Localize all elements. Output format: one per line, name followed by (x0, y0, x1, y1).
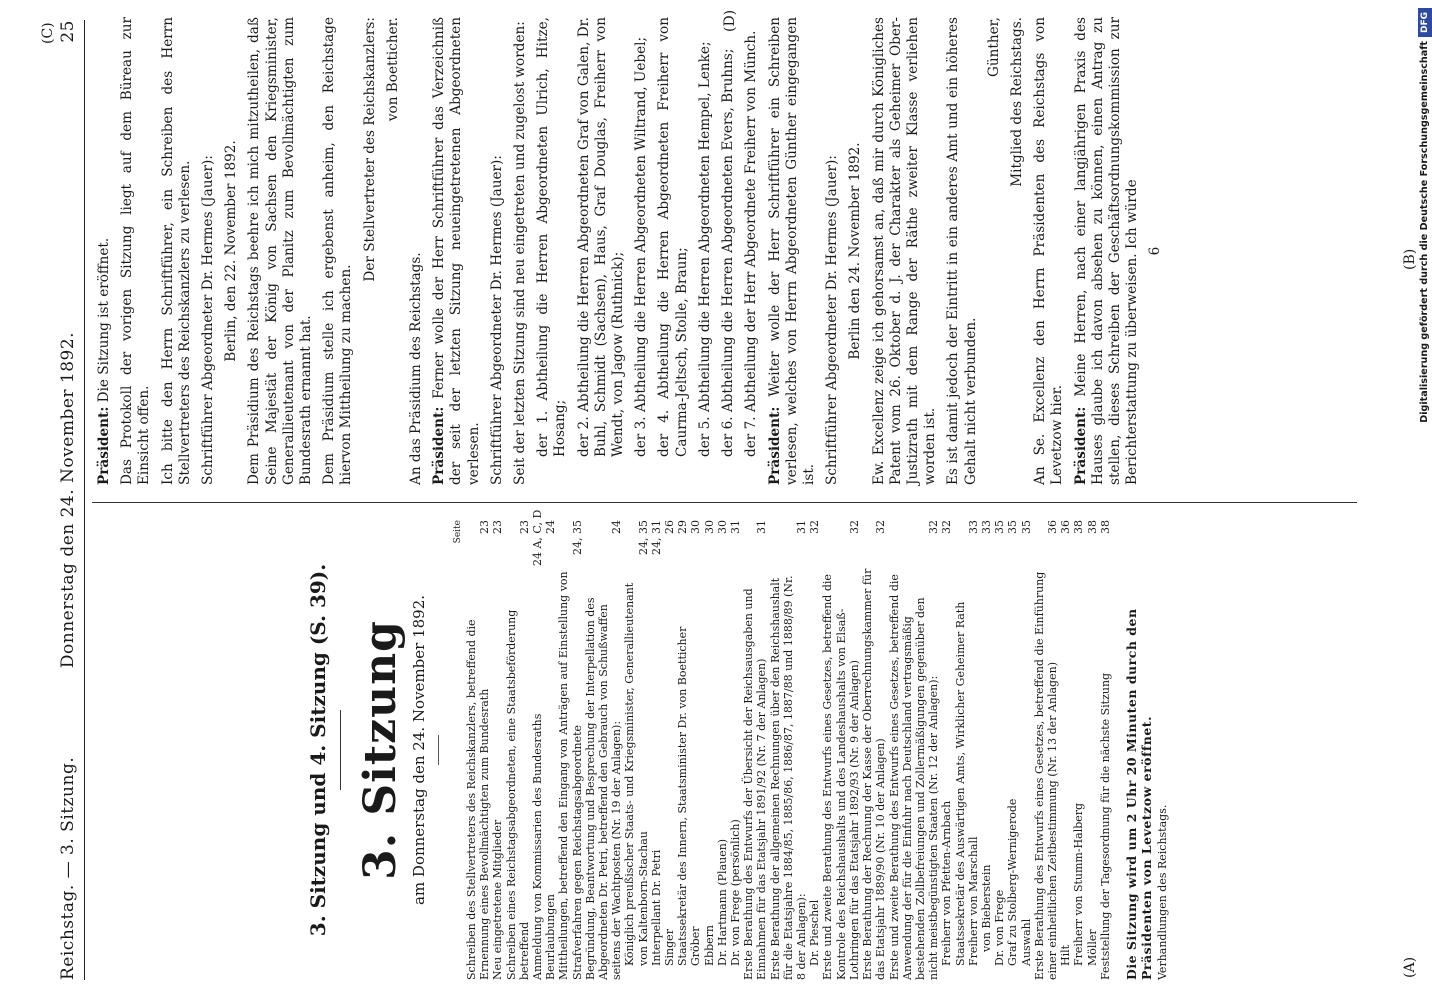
toc-entry (1072, 520, 1085, 980)
toc-entry (623, 520, 649, 980)
proceedings-paragraph (362, 17, 379, 485)
closing-note: Verhandlungen des Reichstags. (1155, 804, 1169, 980)
toc-entry (703, 520, 716, 980)
toc-entry-page: 33 (966, 520, 980, 534)
toc-entry-text: Königlich preußischer Staats- und Kriegsminister, Generallieutenant von Kaltenborn-Stachau (623, 582, 650, 966)
title-rule (340, 710, 341, 790)
paragraph-text: der 6. Abtheilung die Herren Abgeordneten Evers, Bruhns; (720, 48, 737, 457)
proceedings-paragraph (871, 17, 940, 485)
proceedings-paragraph (223, 17, 240, 485)
toc-entry (716, 520, 729, 980)
date-rule (438, 735, 439, 765)
toc-entry (689, 520, 702, 980)
toc-entry-page: 26 (663, 520, 677, 534)
toc-entry-text: Gröber (689, 926, 703, 966)
paragraph-text: Dem Präsidium des Reichstags beehre ich mich mitzutheilen, daß Seine Majestät der König von Sachsen den Kriegsminister, Generallieutenant von der Planitz zum Bevollmächtigten zum Bundesrath ernannt hat. (246, 17, 315, 485)
right-column (96, 17, 1366, 485)
toc-entry-page: 36 (1045, 520, 1059, 534)
paragraph-text: Ich bitte den Herrn Schriftführer, ein Schreiben des Herrn Stellvertreters des Reichskanzlers zu verlesen. (159, 17, 193, 485)
toc-entry (1059, 520, 1072, 980)
proceedings-paragraph (512, 17, 529, 485)
margin-marker-d: (D) (722, 9, 738, 32)
paragraph-text: Ferner wolle der Herr Schriftführer das Verzeichniß der seit der letzten Sitzung neueingetretenen Abgeordneten verlesen. (431, 17, 482, 485)
running-header (56, 20, 86, 980)
toc-entry-text: Ebbern (702, 925, 716, 966)
paragraph-text: von Boetticher. (384, 17, 401, 122)
dfg-logo: DFG (1418, 8, 1432, 37)
toc-entry-page: 32 (940, 520, 954, 534)
paragraph-text: Es ist damit jedoch der Eintritt in ein anderes Amt und ein höheres Gehalt nicht verbunden. (945, 17, 979, 485)
toc-entry-text: Erste Berathung des Entwurfs der Übersicht der Reichsausgaben und Einnahmen für das Etatsjahr 1891/92 (Nr. 7 der Anlagen) (742, 588, 769, 980)
paragraph-text: Der Stellvertreter des Reichskanzlers: (361, 17, 378, 282)
paragraph-text: Meine Herren, nach einer langjährigen Praxis des Hauses glaube ich davon absehen zu können, einen Antrag zu stellen, dieses Schreiben der Geschäftsordnungskommission zur Berichterstattung zu überweisen. Ich würde (1072, 16, 1141, 485)
toc-entry (584, 520, 624, 980)
proceedings-paragraph (160, 17, 194, 485)
toc-entry (861, 520, 887, 980)
proceedings-paragraph (720, 17, 737, 485)
speaker-label: Präsident: (766, 406, 783, 485)
toc-entry-text: Interpellant Dr. Petri (649, 849, 663, 966)
toc-entry (676, 520, 689, 980)
toc-entry-text: Schreiben eines Reichstagsabgeordneten, eine Staatsbeförderung betreffend (504, 609, 531, 980)
toc-entry-page: 23 (478, 520, 492, 534)
toc-entry-page: 35 (993, 520, 1007, 534)
toc-entry-page: 30 (715, 520, 729, 534)
paragraph-text: der 2. Abtheilung die Herren Abgeordneten Graf von Galen, Dr. Buhl, Schmidt (Sachsen), Haus, Graf Douglas, Freiherr von Wendt, von Jagow (Ruthnick); (575, 17, 627, 457)
toc-entry-page: 32 (847, 520, 861, 534)
toc-entry (650, 520, 663, 980)
toc-entry-text: Möller (1085, 929, 1099, 966)
toc-entry-page: 23 (491, 520, 505, 534)
paragraph-text: Weiter wolle der Herr Schriftführer ein Schreiben verlesen, welches von Herrn Abgeordneten Günther eingegangen ist. (766, 17, 817, 485)
table-of-contents (465, 509, 1112, 980)
toc-entry-page: 35 (1019, 520, 1033, 534)
digitization-note: Digitalisierung gefördert durch die Deutsche Forschungsgemeinschaft (1419, 41, 1430, 423)
toc-entry-page: 24 A, C, D (531, 509, 545, 566)
toc-entry (993, 520, 1006, 980)
paragraph-text: der 3. Abtheilung die Herren Abgeordneten Wiltrand, Uebel; (633, 36, 650, 457)
margin-marker-b: (B) (1402, 248, 1418, 270)
toc-entry-page: 24, 35 (636, 520, 650, 555)
toc-entry (465, 520, 491, 980)
proceedings-paragraph (1009, 17, 1026, 485)
toc-entry (663, 520, 676, 980)
proceedings-paragraph (697, 17, 714, 485)
paragraph-text: An das Präsidium des Reichstags. (408, 252, 425, 485)
proceedings-paragraph (535, 17, 569, 485)
paragraph-text: Seit der letzten Sitzung sind neu eingetreten und zugelost worden: (512, 21, 529, 485)
toc-entry-page: 23 (517, 520, 531, 534)
toc-entry-text: Singer (663, 929, 677, 966)
paragraph-text: Dem Präsidium stelle ich ergebenst anheim, den Reichstage hiervon Mittheilung zu machen. (321, 17, 355, 485)
speaker-label: Präsident: (431, 406, 448, 485)
toc-entry-page: 30 (689, 520, 703, 534)
paragraph-text: Berlin den 24. November 1892. (847, 142, 864, 360)
toc-entry-page: 24, 35 (570, 520, 584, 555)
toc-entry-text: Auswahl (1019, 918, 1033, 966)
proceedings-paragraph (408, 17, 425, 485)
toc-entry (1086, 520, 1099, 980)
page-number: 25 (58, 20, 78, 43)
toc-entry (954, 520, 980, 980)
paragraph-text: Günther, (985, 17, 1002, 77)
toc-entry-page: 31 (755, 520, 769, 534)
toc-entry-text: Dr. von Frege (persönlich) (729, 819, 743, 966)
paragraph-text: Schriftführer Abgeordneter Dr. Hermes (Jauer): (488, 155, 505, 485)
toc-entry (557, 520, 583, 980)
toc-entry (742, 520, 768, 980)
toc-entry-text: Dr. von Frege (993, 889, 1007, 966)
session-title: 3. Sitzung (355, 620, 406, 880)
toc-entry-page: 24 (544, 520, 558, 534)
proceedings-paragraph (743, 17, 760, 485)
toc-entry (491, 520, 504, 980)
margin-marker-a: (A) (1402, 956, 1418, 978)
proceedings-paragraph (489, 17, 506, 485)
paragraph-text: An Se. Excellenz den Herrn Präsidenten des Reichstags von Levetzow hier. (1032, 17, 1066, 485)
paragraph-text: Schriftführer Abgeordneter Dr. Hermes (Jauer): (824, 155, 841, 485)
proceedings-paragraph (945, 17, 979, 485)
toc-entry-text: Begründung, Beantwortung und Besprechung der Interpellation des Abgeordneten Dr. Petri, betreffend den Gebrauch von Schußwaffen seitens der Wachtposten (Nr. 19 der Anlagen): (583, 597, 624, 980)
column-divider (92, 502, 1357, 503)
proceedings-paragraph (847, 17, 864, 485)
proceedings-paragraph (1032, 17, 1066, 485)
toc-entry (1020, 520, 1033, 980)
toc-entry-text: Dr. Hartmann (Plauen) (715, 838, 729, 966)
paragraph-text: Berlin, den 22. November 1892. (223, 140, 240, 362)
toc-entry-page: 24 (610, 520, 624, 534)
speaker-label: Präsident: (1072, 406, 1089, 485)
toc-entry-text: Erste und zweite Berathung des Entwurfs eines Gesetzes, betreffend die Kontrole des Reichshaushalts und des Landeshaushalts von Elsaß-Lothringen für das Etatsjahr 1892/93 (Nr. 9 der Anlagen) (821, 574, 861, 980)
toc-entry (1006, 520, 1019, 980)
toc-entry-text: Beurlaubungen (544, 894, 558, 980)
toc-entry (769, 520, 809, 980)
toc-entry-text: Erste Berathung der Rechnung der Kasse der Oberrechnungskammer für das Etatsjahr 1889/90 (Nr. 10 der Anlagen) (861, 568, 888, 980)
proceedings-paragraph (246, 17, 315, 485)
toc-entry-text: Mittheilungen, betreffend den Eingang von Anträgen auf Einstellung von Strafverfahren gegen Reichstagsabgeordnete (557, 571, 584, 980)
toc-entry-page: 32 (927, 520, 941, 534)
paragraph-text: Das Protokoll der vorigen Sitzung liegt auf dem Büreau zur Einsicht offen. (119, 17, 153, 485)
toc-entry-text: Erste und zweite Berathung des Entwurfs eines Gesetzes, betreffend die Anwendung der für die Einfuhr nach Deutschland vertragsmäßig bestehenden Zollbefreiungen und Zollermäßigungen gegenüber den nicht meistbegünstigten Staaten (Nr. 12 der Anlagen): (887, 574, 941, 980)
proceedings-paragraph (321, 17, 355, 485)
toc-entry (505, 520, 531, 980)
toc-entry-page: 38 (1098, 520, 1112, 534)
proceedings-paragraph (656, 17, 690, 485)
toc-entry-page: 33 (979, 520, 993, 534)
digitization-credit (1418, 8, 1432, 992)
toc-entry-text: Hilt (1059, 944, 1073, 966)
left-column (96, 509, 1366, 980)
toc-entry (980, 520, 993, 980)
paragraph-text: Mitglied des Reichstags. (1008, 17, 1025, 187)
toc-entry-text: Erste Berathung der allgemeinen Rechnungen über den Reichshaushalt für die Etatsjahre 1884/85, 1885/86, 1886/87, 1887/88 und 1888/89 (Nr. 8 der Anlagen): (768, 575, 809, 980)
toc-entry-page: 24, 31 (649, 520, 663, 555)
toc-entry (544, 520, 557, 980)
toc-entry-page: 35 (1006, 520, 1020, 534)
toc-entry-page: 32 (874, 520, 888, 534)
toc-entry-text: Neu eingetretene Mitglieder (491, 819, 505, 980)
toc-entry-text: Dr. Pieschel (808, 899, 822, 966)
toc-entry-text: Freiherr von Stumm-Halberg (1072, 802, 1086, 966)
toc-entry-page: 30 (702, 520, 716, 534)
proceedings-text (96, 17, 1141, 485)
toc-entry-page: 29 (676, 520, 690, 534)
toc-entry-page: 31 (795, 520, 809, 534)
toc-entry-text: Erste Berathung des Entwurfs eines Gesetzes, betreffend die Einführung einer einheitlichen Zeitbestimmung (Nr. 13 der Anlagen) (1032, 571, 1059, 980)
speaker-label: Präsident: (96, 406, 112, 485)
main-title: 3. Sitzung und 4. Sitzung (S. 39). (306, 563, 330, 937)
header-center: Donnerstag den 24. November 1892. (58, 331, 78, 669)
paragraph-text: der 4. Abtheilung die Herren Abgeordneten Freiherr von Caurma-Jeltsch, Stolle, Braun; (656, 17, 690, 457)
proceedings-paragraph (385, 17, 402, 485)
toc-entry (888, 520, 941, 980)
session-date: am Donnerstag den 24. November 1892. (410, 594, 428, 906)
toc-entry (1033, 520, 1059, 980)
seite-label: Seite (453, 520, 463, 544)
toc-entry-text: von Bieberstein (979, 864, 993, 952)
toc-entry (821, 520, 861, 980)
margin-marker-c: (C) (40, 22, 56, 44)
paragraph-text: Die Sitzung ist eröffnet. (96, 237, 112, 403)
closing-statement: Die Sitzung wird um 2 Uhr 20 Minuten durch den Präsidenten von Levetzow eröffnet. (1123, 608, 1154, 980)
toc-entry-page: 38 (1085, 520, 1099, 534)
proceedings-paragraph (200, 17, 217, 485)
toc-entry-text: Graf zu Stolberg-Wernigerode (1006, 798, 1020, 966)
proceedings-paragraph (824, 17, 841, 485)
toc-entry (940, 520, 953, 980)
signature-mark: 6 (1147, 246, 1164, 256)
toc-entry (1099, 520, 1112, 980)
toc-entry-text: Freiherr von Pfetten-Arnbach (940, 800, 954, 966)
proceedings-paragraph (96, 17, 113, 485)
proceedings-paragraph (431, 17, 483, 485)
proceedings-paragraph (633, 17, 650, 485)
toc-entry (729, 520, 742, 980)
paragraph-text: Schriftführer Abgeordneter Dr. Hermes (Jauer): (200, 155, 217, 485)
toc-entry-text: Staatssekretär des Auswärtigen Amts, Wirklicher Geheimer Rath Freiherr von Marschall (953, 601, 980, 966)
proceedings-paragraph (576, 17, 628, 485)
paragraph-text: der 1. Abtheilung die Herren Abgeordneten Ulrich, Hitze, Hosang; (535, 17, 569, 457)
proceedings-paragraph (1073, 17, 1142, 485)
toc-entry-text: Staatssekretär des Innern, Staatsminister Dr. von Boetticher (676, 626, 690, 966)
toc-entry-page: 32 (808, 520, 822, 534)
toc-entry-page: 38 (1072, 520, 1086, 534)
toc-entry-text: Schreiben des Stellvertreters des Reichskanzlers, betreffend die Ernennung eines Bevollmächtigten zum Bundesrath (465, 619, 492, 980)
toc-entry-text: Anmeldung von Kommissarien des Bundesraths (531, 713, 545, 980)
header-rule (84, 20, 85, 980)
paragraph-text: der 5. Abtheilung die Herren Abgeordneten Hempel, Lenke; (696, 41, 713, 457)
paragraph-text: der 7. Abtheilung der Herr Abgeordnete Freiherr von Münch. (743, 30, 760, 457)
proceedings-paragraph (767, 17, 819, 485)
toc-entry (808, 520, 821, 980)
toc-entry-page: 31 (729, 520, 743, 534)
paragraph-text: Ew. Excellenz zeige ich gehorsamst an, daß mir durch Königliches Patent vom 26. Oktober d. J. der Charakter als Geheimer Ober-Justizrath mit dem Range der Räthe zweiter Klasse verliehen worden ist. (870, 17, 939, 485)
toc-entry-text: Feststellung der Tagesordnung für die nächste Sitzung (1098, 672, 1112, 980)
toc-entry (531, 509, 545, 980)
proceedings-paragraph (119, 17, 153, 485)
proceedings-paragraph (986, 17, 1003, 485)
header-left: Reichstag. — 3. Sitzung. (58, 756, 78, 980)
toc-entry-page: 36 (1059, 520, 1073, 534)
